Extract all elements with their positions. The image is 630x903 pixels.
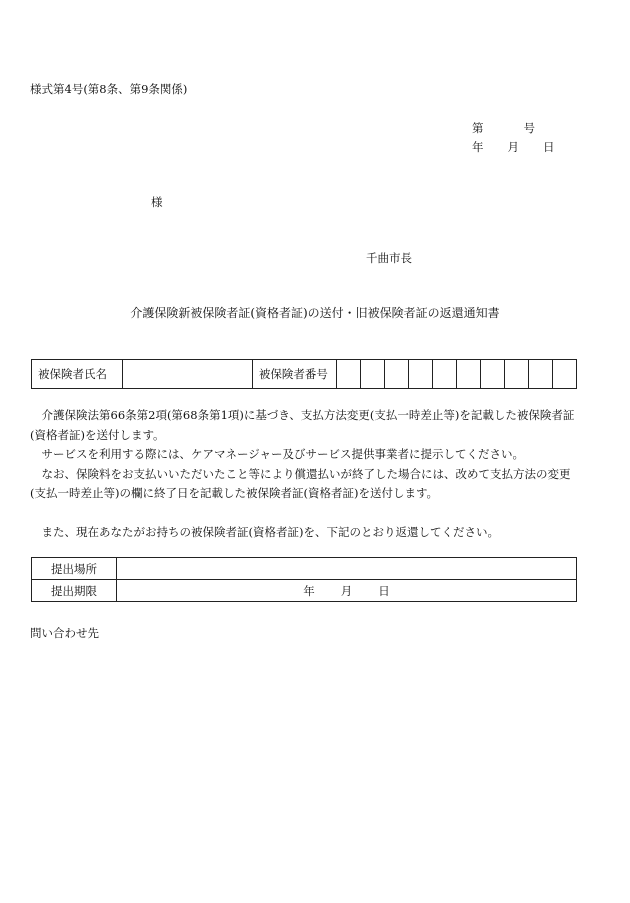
date-month: 月 (507, 140, 519, 154)
date-year: 年 (472, 140, 484, 154)
addressee-honorific: 様 (151, 195, 163, 209)
body-paragraph-3: なお、保険料をお支払いいただいたこと等により償還払いが終了した場合には、改めて支払方法の変更(支払一時差止等)の欄に終了日を記載した被保険者証(資格者証)を送付します。 (30, 466, 571, 500)
body-paragraph-1: 介護保険法第66条第2項(第68条第1項)に基づき、支払方法変更(支払一時差止等)を記載した被保険者証(資格者証)を送付します。 (30, 408, 575, 442)
doc-no-prefix: 第 (472, 121, 484, 135)
issuer-name: 千曲市長 (366, 251, 412, 265)
insured-number-label: 被保険者番号 (252, 360, 336, 389)
insured-name-value[interactable] (122, 360, 252, 389)
deadline-month: 月 (340, 583, 353, 598)
deadline-year: 年 (303, 583, 315, 598)
insured-info-table (31, 359, 577, 389)
insured-number-digit[interactable] (457, 360, 481, 389)
document-number (472, 120, 535, 136)
insured-name-label: 被保険者氏名 (32, 360, 123, 389)
document-date (472, 139, 555, 155)
body-paragraph-4: また、現在あなたがお持ちの被保険者証(資格者証)を、下記のとおり返還してください。 (41, 525, 499, 539)
date-day: 日 (543, 140, 555, 154)
notice-body (30, 406, 578, 543)
deadline-day: 日 (378, 583, 390, 598)
insured-number-digit[interactable] (528, 360, 552, 389)
body-paragraph-2: サービスを利用する際には、ケアマネージャー及びサービス提供事業者に提示してください。 (41, 447, 525, 461)
document-title: 介護保険新被保険者証(資格者証)の送付・旧被保険者証の返還通知書 (130, 306, 500, 320)
return-info-table (31, 557, 577, 602)
insured-number-digit[interactable] (552, 360, 576, 389)
contact-label: 問い合わせ先 (30, 626, 99, 640)
submit-place-label: 提出場所 (32, 558, 117, 580)
insured-number-digit[interactable] (361, 360, 385, 389)
submit-deadline-value[interactable] (117, 580, 577, 602)
submit-place-value[interactable] (117, 558, 577, 580)
insured-number-digit[interactable] (433, 360, 457, 389)
insured-number-digit[interactable] (481, 360, 505, 389)
doc-no-suffix: 号 (523, 121, 535, 135)
submit-deadline-label: 提出期限 (32, 580, 117, 602)
insured-number-digit[interactable] (409, 360, 433, 389)
insured-number-digit[interactable] (337, 360, 361, 389)
form-number: 様式第4号(第8条、第9条関係) (30, 82, 188, 96)
insured-number-digit[interactable] (385, 360, 409, 389)
insured-number-digit[interactable] (504, 360, 528, 389)
